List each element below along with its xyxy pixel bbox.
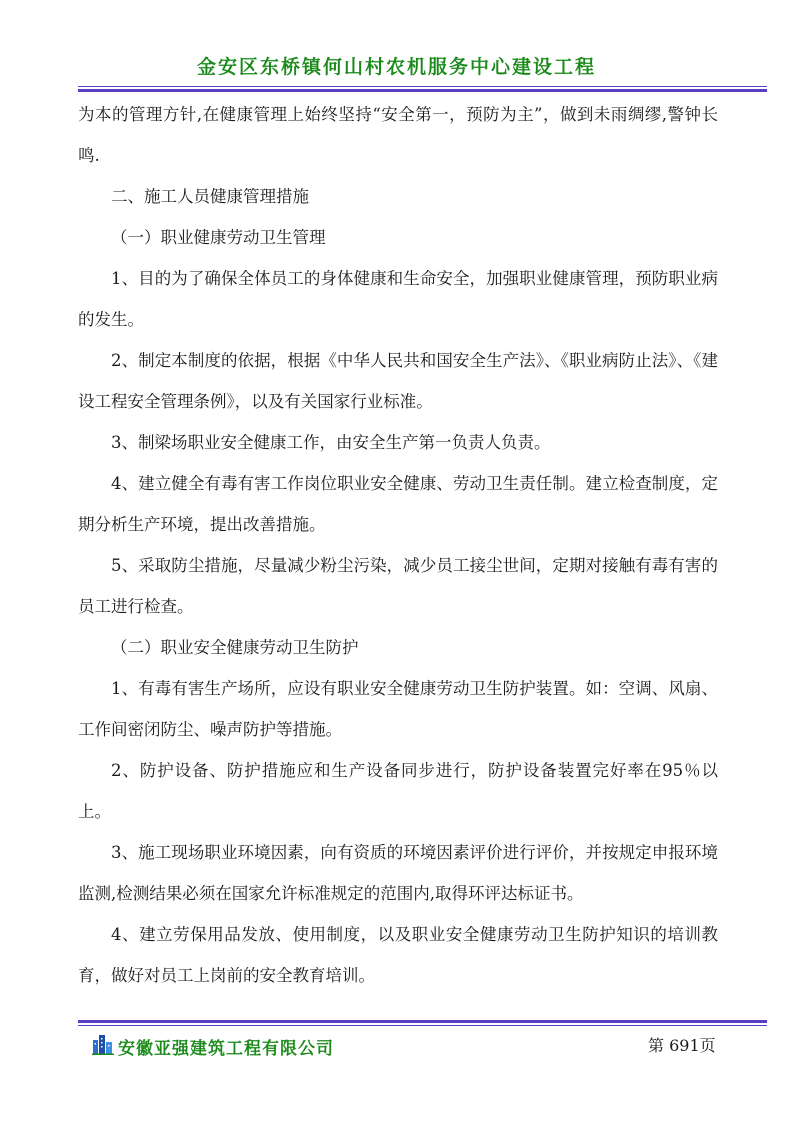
page-number: 第 691页 <box>648 1036 716 1055</box>
paragraph: 5、采取防尘措施，尽量减少粉尘污染，减少员工接尘世间，定期对接触有毒有害的员工进行检查。 <box>78 556 718 616</box>
document-body <box>78 94 718 996</box>
footer-rule-thin <box>78 1025 767 1026</box>
footer-company <box>92 1033 334 1059</box>
document-header-title: 金安区东桥镇何山村农机服务中心建设工程 <box>196 56 596 78</box>
paragraph: 2、防护设备、防护措施应和生产设备同步进行，防护设备装置完好率在95％以上。 <box>78 761 718 821</box>
paragraph: 4、建立劳保用品发放、使用制度，以及职业安全健康劳动卫生防护知识的培训教育，做好对员工上岗前的安全教育培训。 <box>78 925 718 985</box>
paragraph: 二、施工人员健康管理措施 <box>111 187 309 206</box>
paragraph: 2、制定本制度的依据，根据《中华人民共和国安全生产法》、《职业病防止法》、《建设工程安全管理条例》，以及有关国家行业标准。 <box>78 351 718 411</box>
footer-rule-thick <box>78 1020 767 1023</box>
paragraph: 4、建立健全有毒有害工作岗位职业安全健康、劳动卫生责任制。建立检查制度，定期分析生产环境，提出改善措施。 <box>78 474 718 534</box>
paragraph: 3、施工现场职业环境因素，向有资质的环境因素评价进行评价，并按规定申报环境监测,检测结果必须在国家允许标准规定的范围内,取得环评达标证书。 <box>78 843 718 903</box>
paragraph: 1、有毒有害生产场所，应设有职业安全健康劳动卫生防护装置。如：空调、风扇、工作间密闭防尘、噪声防护等措施。 <box>78 679 718 739</box>
paragraph: 3、制梁场职业安全健康工作，由安全生产第一负责人负责。 <box>111 433 551 452</box>
header-rule-thin <box>78 86 767 87</box>
paragraph: 为本的管理方针,在健康管理上始终坚持“安全第一，预防为主”，做到未雨绸缪,警钟长鸣. <box>78 105 718 165</box>
header-rule-thick <box>78 89 767 92</box>
paragraph: （二）职业安全健康劳动卫生防护 <box>111 638 359 657</box>
paragraph: （一）职业健康劳动卫生管理 <box>111 228 326 247</box>
footer-company-name: 安徽亚强建筑工程有限公司 <box>118 1038 334 1059</box>
paragraph: 1、目的为了确保全体员工的身体健康和生命安全，加强职业健康管理，预防职业病的发生。 <box>78 269 718 329</box>
building-logo-icon <box>92 1033 114 1059</box>
